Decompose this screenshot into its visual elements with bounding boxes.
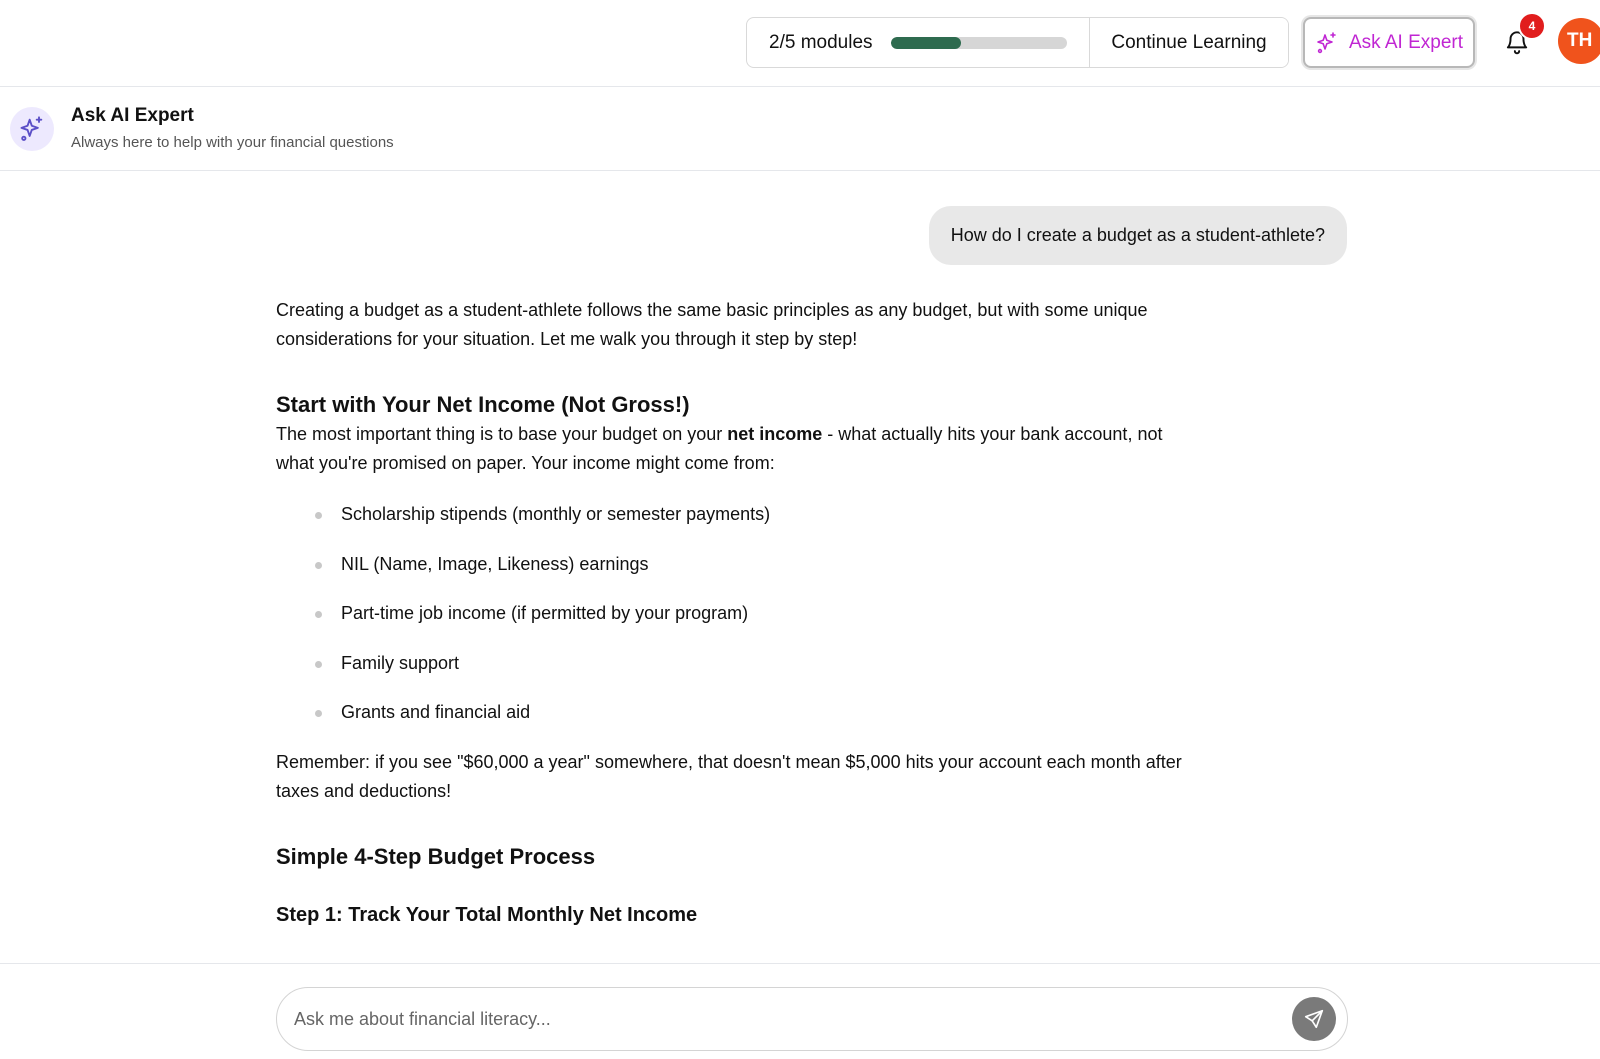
notification-badge: 4 — [1518, 12, 1546, 40]
message-input[interactable] — [294, 988, 1254, 1050]
section-heading-net-income: Start with Your Net Income (Not Gross!) — [276, 392, 690, 417]
section-heading-budget-process: Simple 4-Step Budget Process — [276, 843, 596, 869]
chat-title: Ask AI Expert — [71, 105, 194, 126]
ask-ai-expert-button[interactable] — [1303, 17, 1475, 68]
continue-learning-button[interactable]: Continue Learning — [1090, 18, 1288, 67]
progress-bar-fill — [891, 37, 962, 49]
net-income-paragraph — [276, 420, 1196, 478]
user-message: How do I create a budget as a student-athlete? — [929, 206, 1347, 265]
assistant-message — [276, 296, 1196, 930]
net-income-text-before: The most important thing is to base your budget on your — [276, 424, 728, 444]
message-input-container — [276, 987, 1348, 1051]
send-icon — [1303, 1008, 1325, 1030]
chat-header — [0, 87, 1600, 171]
send-button[interactable] — [1292, 997, 1336, 1041]
net-income-text-after: - what actually hits your bank account, not what you're promised on paper. Your income might come from: — [276, 424, 1163, 473]
sparkles-icon — [1315, 31, 1339, 55]
list-item: NIL (Name, Image, Likeness) earnings — [276, 550, 1196, 600]
ask-ai-expert-label: Ask AI Expert — [1348, 31, 1464, 53]
remember-paragraph: Remember: if you see "$60,000 a year" somewhere, that doesn't mean $5,000 hits your account each month after taxes and deductions! — [276, 751, 1182, 801]
progress-label: 2/5 modules — [769, 31, 873, 53]
progress-group — [746, 17, 1289, 68]
list-item: Part-time job income (if permitted by your program) — [276, 599, 1196, 649]
avatar[interactable]: TH — [1558, 18, 1600, 64]
list-item: Scholarship stipends (monthly or semester payments) — [276, 500, 1196, 550]
composer — [0, 963, 1600, 1059]
step-1-heading: Step 1: Track Your Total Monthly Net Income — [276, 903, 698, 926]
chat-subtitle: Always here to help with your financial questions — [71, 134, 394, 151]
module-progress — [747, 18, 1090, 67]
top-bar — [0, 0, 1600, 87]
progress-bar — [891, 37, 1067, 49]
assistant-intro: Creating a budget as a student-athlete follows the same basic principles as any budget, but with some unique considerations for your situation. Let me walk you through it step by step! — [276, 300, 1148, 349]
message-list[interactable] — [0, 172, 1600, 963]
sparkles-icon — [18, 115, 46, 143]
list-item: Family support — [276, 649, 1196, 699]
net-income-bold: net income — [727, 424, 823, 444]
income-sources-list — [276, 500, 1196, 748]
list-item: Grants and financial aid — [276, 698, 1196, 748]
ai-expert-avatar — [10, 107, 54, 151]
